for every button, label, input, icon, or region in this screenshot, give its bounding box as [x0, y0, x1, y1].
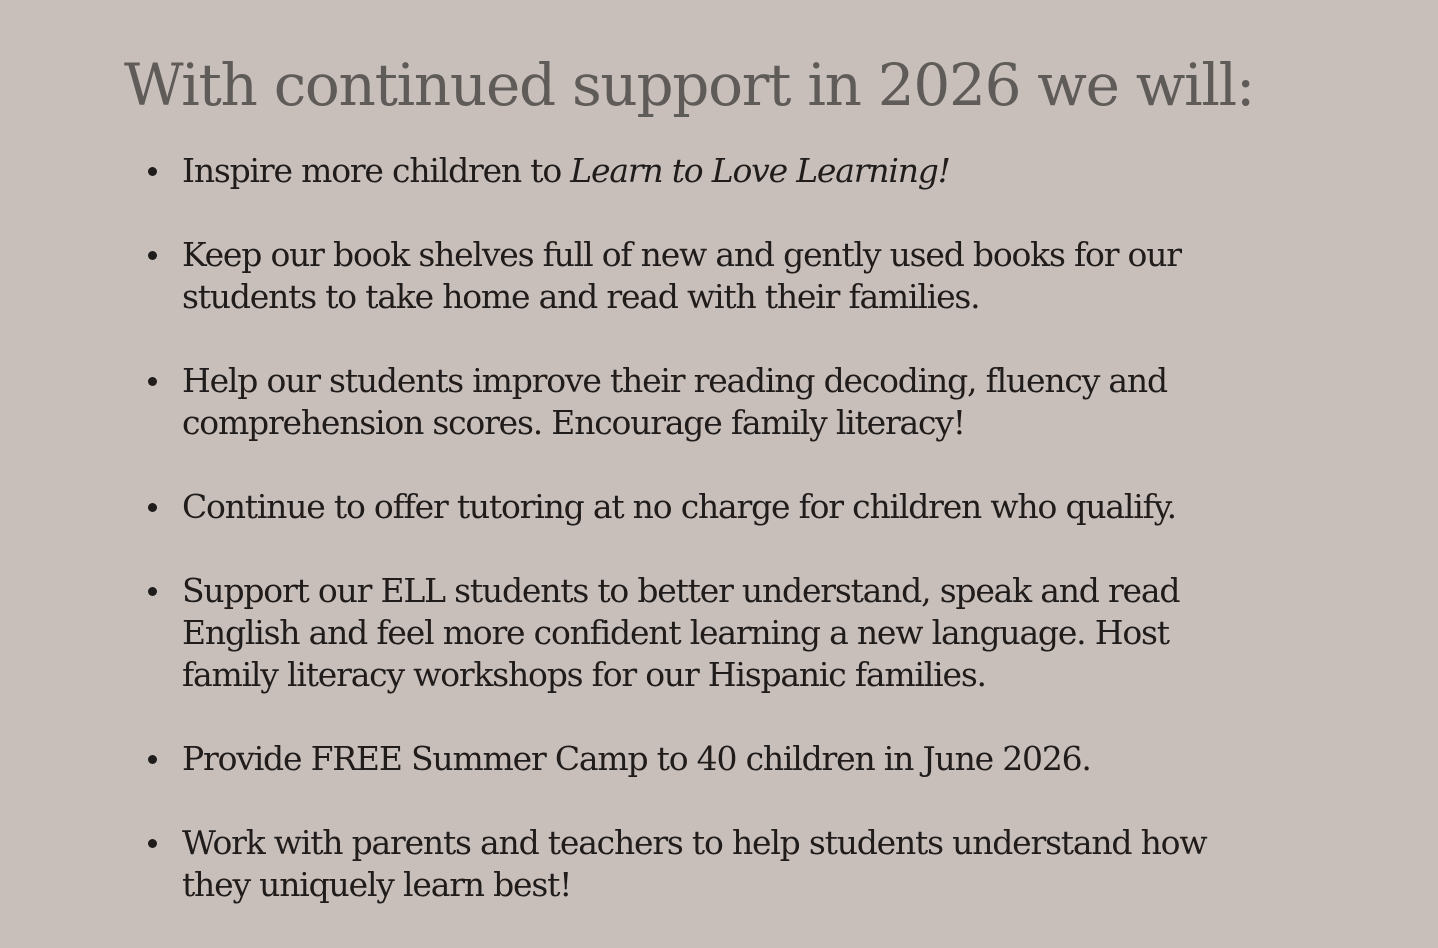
bullet-icon [148, 251, 157, 260]
list-item [182, 738, 1262, 780]
page-title: With continued support in 2026 we will: [124, 51, 1255, 119]
list-item [182, 822, 1262, 906]
goal-emphasis: Learn to Love Learning! [570, 151, 950, 190]
goal-list [182, 150, 1262, 906]
list-item [182, 486, 1262, 528]
list-item [182, 570, 1262, 696]
list-item [182, 234, 1262, 318]
bullet-icon [148, 167, 157, 176]
goal-text: Inspire more children to [182, 151, 571, 190]
bullet-icon [148, 377, 157, 386]
goal-text: Help our students improve their reading decoding, fluency and comprehension scores. Encourage family literacy! [182, 361, 1167, 442]
bullet-icon [148, 839, 157, 848]
list-item [182, 150, 1262, 192]
goal-text: Work with parents and teachers to help students understand how they uniquely learn best! [182, 823, 1207, 904]
goal-text: Continue to offer tutoring at no charge for children who qualify. [182, 487, 1176, 526]
bullet-icon [148, 587, 157, 596]
list-item [182, 360, 1262, 444]
goal-text: Provide FREE Summer Camp to 40 children in June 2026. [182, 739, 1091, 778]
goal-text: Keep our book shelves full of new and gently used books for our students to take home and read with their families. [182, 235, 1181, 316]
goal-text: Support our ELL students to better understand, speak and read English and feel more confident learning a new language. Host family literacy workshops for our Hispanic families. [182, 571, 1180, 694]
bullet-icon [148, 503, 157, 512]
bullet-icon [148, 755, 157, 764]
